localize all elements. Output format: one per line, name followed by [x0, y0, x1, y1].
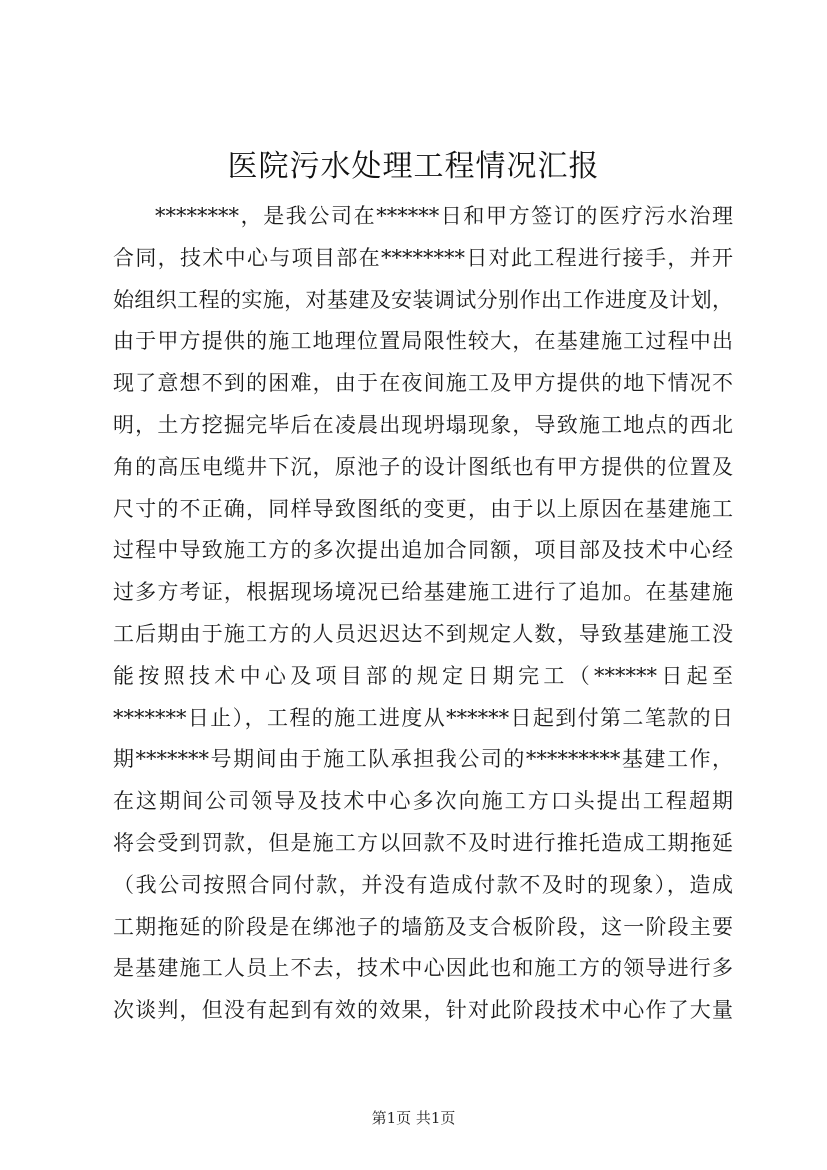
paragraph-line: 始组织工程的实施，对基建及安装调试分别作出工作进度及计划，	[113, 287, 733, 312]
paragraph-line: ********，是我公司在******日和甲方签订的医疗污水治理	[155, 204, 733, 228]
paragraph-line: 尺寸的不正确，同样导致图纸的变更，由于以上原因在基建施工	[113, 496, 733, 521]
paragraph-line: 由于甲方提供的施工地理位置局限性较大，在基建施工过程中出	[113, 329, 733, 354]
paragraph-line: 合同，技术中心与项目部在********日对此工程进行接手，并开	[113, 245, 733, 270]
paragraph-line: 工期拖延的阶段是在绑池子的墙筋及支合板阶段，这一阶段主要	[113, 914, 733, 939]
paragraph-line: 次谈判，但没有起到有效的效果，针对此阶段技术中心作了大量	[113, 998, 733, 1023]
paragraph-line: 在这期间公司领导及技术中心多次向施工方口头提出工程超期	[113, 789, 733, 814]
page-number: 第1页 共1页	[371, 1109, 456, 1127]
paragraph-line: 过程中导致施工方的多次提出追加合同额，项目部及技术中心经	[113, 538, 733, 563]
paragraph-line: 工后期由于施工方的人员迟迟达不到规定人数，导致基建施工没	[113, 621, 733, 646]
paragraph-line: 角的高压电缆井下沉，原池子的设计图纸也有甲方提供的位置及	[113, 454, 733, 479]
paragraph-line: 期*******号期间由于施工队承担我公司的*********基建工作，	[113, 747, 733, 772]
page-footer	[0, 1108, 827, 1128]
document-body	[113, 196, 733, 1032]
paragraph-line: 明，土方挖掘完毕后在凌晨出现坍塌现象，导致施工地点的西北	[113, 412, 733, 437]
paragraph-line: 过多方考证，根据现场境况已给基建施工进行了追加。在基建施	[113, 580, 733, 605]
paragraph-line: 能按照技术中心及项目部的规定日期完工（******日起至	[113, 663, 733, 688]
paragraph-line: 现了意想不到的困难，由于在夜间施工及甲方提供的地下情况不	[113, 371, 733, 396]
page-title: 医院污水处理工程情况汇报	[227, 149, 600, 184]
paragraph-line: 将会受到罚款，但是施工方以回款不及时进行推托造成工期拖延	[113, 830, 733, 855]
paragraph-line: 是基建施工人员上不去，技术中心因此也和施工方的领导进行多	[113, 956, 733, 981]
paragraph-line: （我公司按照合同付款，并没有造成付款不及时的现象），造成	[113, 872, 733, 897]
paragraph-line: *******日止），工程的施工进度从******日起到付第二笔款的日	[113, 705, 733, 730]
